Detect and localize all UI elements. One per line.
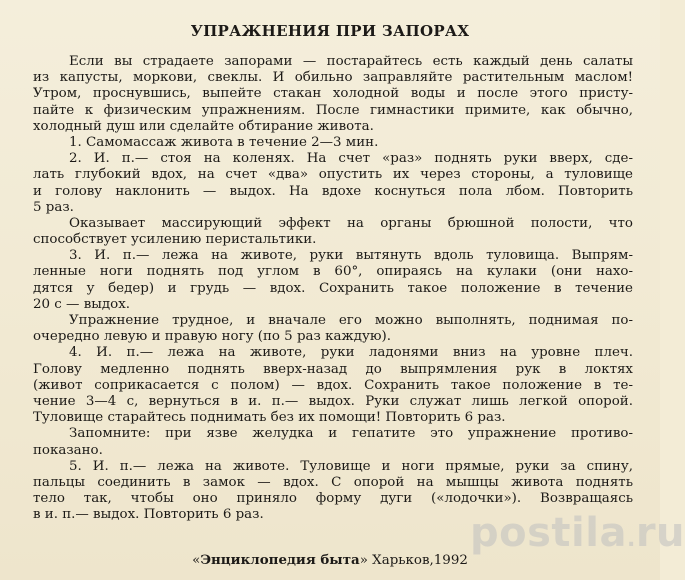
text-line: пайте к физическим упражнениям. После гимнастики примите, как обычно,	[33, 102, 633, 118]
article-body	[33, 54, 633, 523]
text-line: чение 3—4 с, вернуться в и. п.— выдох. Руки служат лишь легкой опорой.	[33, 393, 633, 409]
text-line: 5. И. п.— лежа на животе. Туловище и ноги прямые, руки за спину,	[69, 458, 633, 474]
text-line: в и. п.— выдох. Повторить 6 раз.	[33, 507, 264, 523]
text-line: 5 раз.	[33, 199, 74, 215]
source-place-year: Харьков,1992	[367, 553, 468, 568]
text-line: 20 с — выдох.	[33, 296, 131, 312]
text-line: Запомните: при язве желудка и гепатите это упражнение противо-	[69, 426, 633, 442]
page-title: УПРАЖНЕНИЯ ПРИ ЗАПОРАХ	[190, 22, 470, 40]
text-line: 4. И. п.— лежа на животе, руки ладонями вниз на уровне плеч.	[69, 345, 633, 361]
source-quote-open: «	[192, 553, 201, 568]
text-line: из капусты, моркови, свеклы. И обильно заправляйте растительным маслом!	[33, 70, 633, 86]
text-line: Туловище старайтесь поднимать без их помощи! Повторить 6 раз.	[33, 410, 506, 426]
text-line: 2. И. п.— стоя на коленях. На счет «раз» поднять руки вверх, сде-	[69, 151, 633, 167]
text-line: Если вы страдаете запорами — постарайтесь есть каждый день салаты	[69, 54, 633, 69]
text-line: очередно левую и правую ногу (по 5 раз каждую).	[33, 329, 392, 345]
text-line: дятся у бедер) и грудь — вдох. Сохранить такое положение в течение	[33, 280, 633, 296]
watermark-text: postila	[470, 510, 627, 556]
text-line: показано.	[33, 442, 103, 458]
text-line: способствует усилению перистальтики.	[33, 232, 317, 248]
source-quote-close: »	[359, 553, 368, 568]
text-line: холодный душ или сделайте обтирание живота.	[33, 118, 374, 134]
text-line: лать глубокий вдох, на счет «два» опустить их через стороны, а туловище	[33, 167, 633, 183]
text-line: 3. И. п.— лежа на животе, руки вытянуть вдоль туловища. Выпрям-	[69, 248, 633, 264]
text-line: Оказывает массирующий эффект на органы брюшной полости, что	[69, 215, 633, 231]
text-line: Упражнение трудное, и вначале его можно выполнять, поднимая по-	[69, 313, 633, 328]
postila-watermark	[470, 510, 685, 556]
watermark-suffix: ru	[635, 510, 685, 556]
text-line: тело так, чтобы оно приняло форму дуги («лодочки»). Возвращаясь	[33, 491, 633, 507]
text-line: 1. Самомассаж живота в течение 2—3 мин.	[69, 134, 379, 150]
watermark-dot: .	[626, 527, 636, 552]
text-line: Голову медленно поднять вверх-назад до выпрямления рук в локтях	[33, 361, 633, 377]
source-title: Энциклопедия быта	[200, 552, 360, 568]
text-line: пальцы соединить в замок — вдох. С опорой на мышцы живота поднять	[33, 474, 633, 490]
text-line: ленные ноги поднять под углом в 60°, опираясь на кулаки (они нахо-	[33, 264, 633, 280]
text-line: (живот соприкасается с полом) — вдох. Сохранить такое положение в те-	[33, 377, 633, 393]
text-line: Утром, проснувшись, выпейте стакан холодной воды и после этого присту-	[33, 86, 633, 102]
text-line: и голову наклонить — выдох. На вдохе коснуться пола лбом. Повторить	[33, 183, 633, 199]
